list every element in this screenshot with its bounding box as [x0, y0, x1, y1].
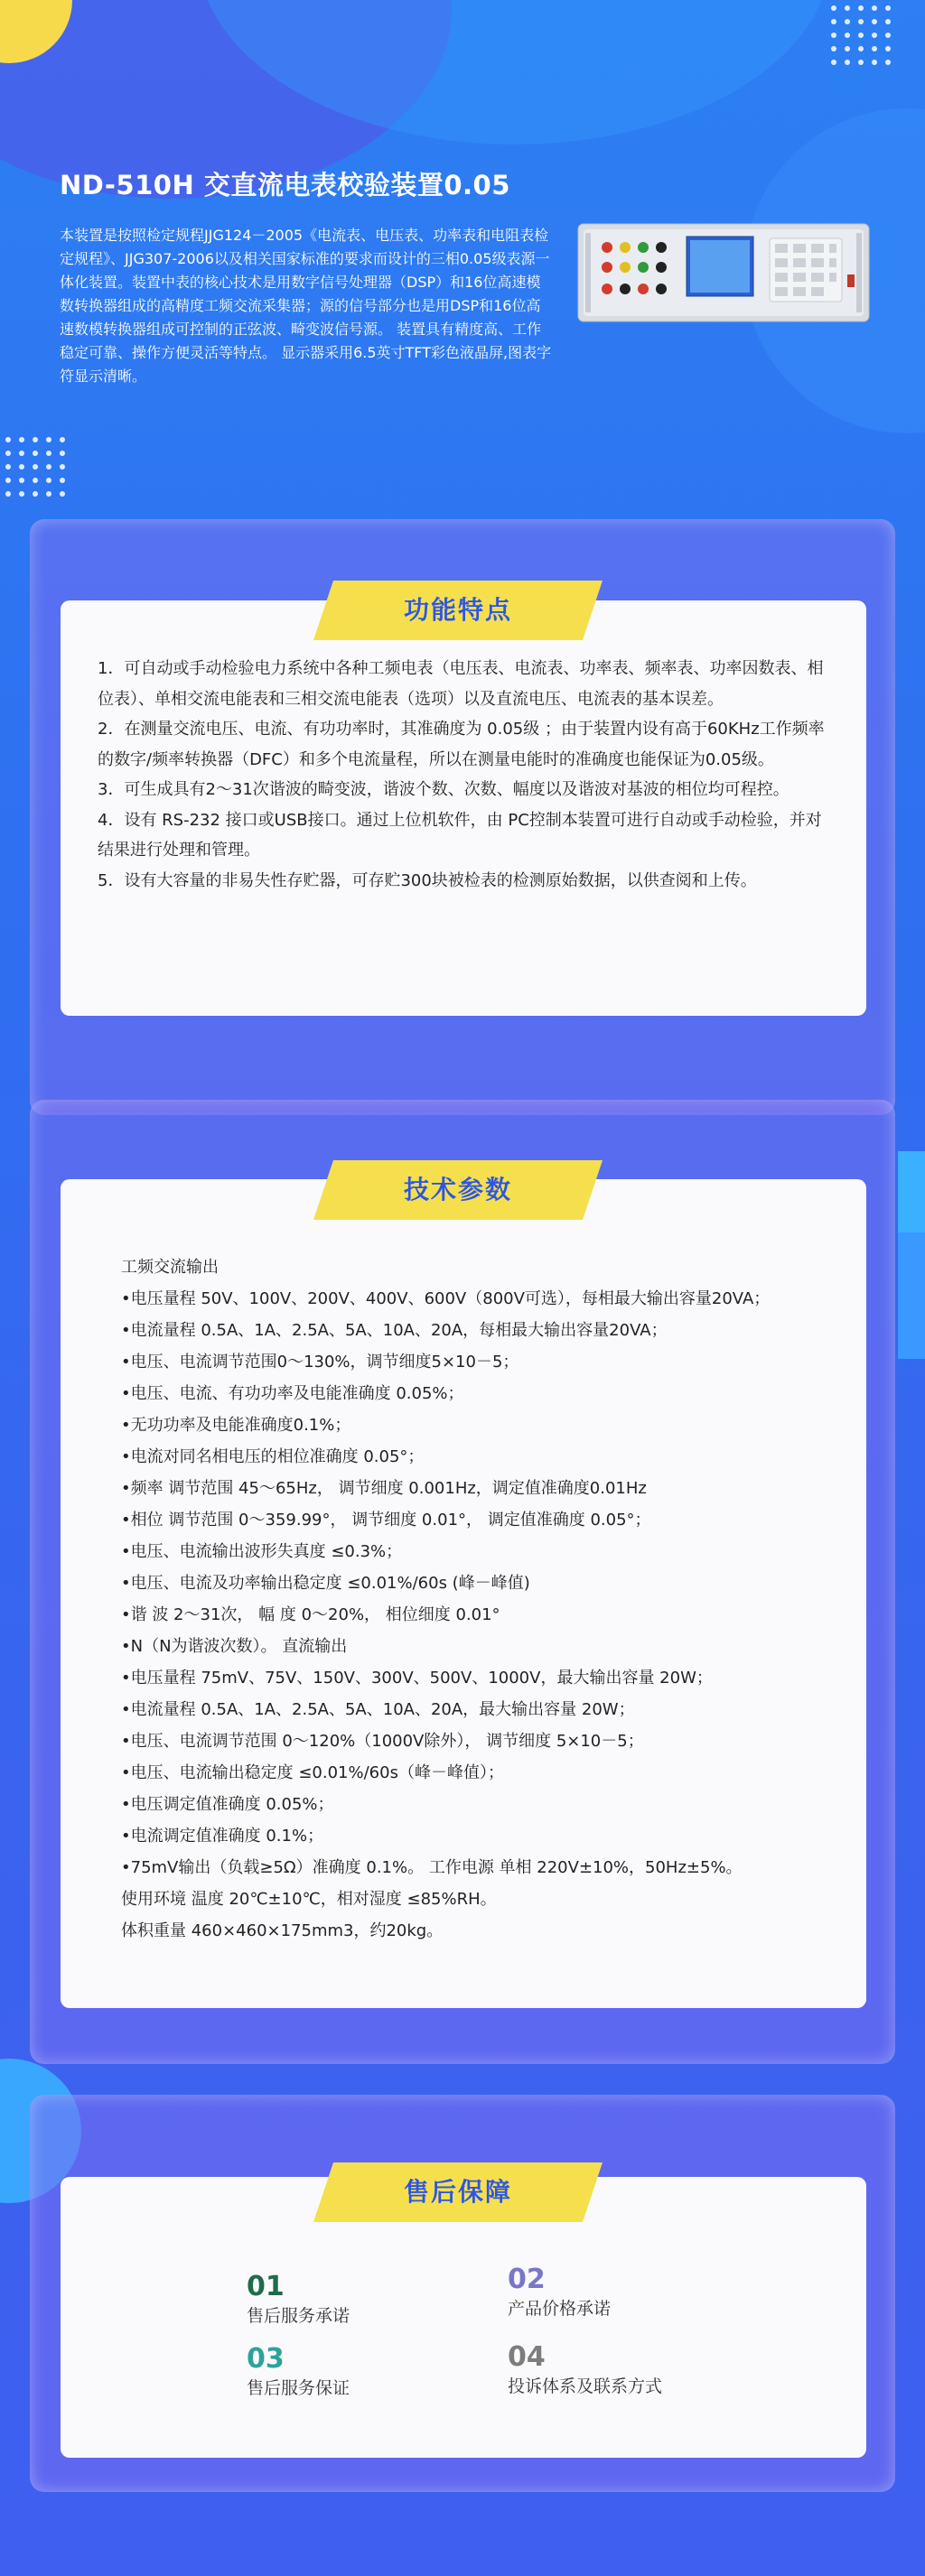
decorative-bar	[898, 1232, 925, 1359]
service-number: 01	[247, 2271, 285, 2302]
decorative-dots	[831, 5, 891, 65]
spec-line: •电流调定值准确度 0.1%；	[121, 1827, 324, 1846]
spec-line: •电压、电流输出稳定度 ≤0.01%/60s（峰－峰值）；	[121, 1763, 504, 1782]
service-number: 04	[508, 2341, 546, 2373]
specs-heading	[313, 1160, 603, 1220]
spec-line: •频率 调节范围 45～65Hz， 调节细度 0.001Hz，调定值准确度0.01Hz	[121, 1479, 647, 1498]
spec-line: •电压调定值准确度 0.05%；	[121, 1795, 334, 1814]
spec-line: •电压、电流、有功功率及电能准确度 0.05%；	[121, 1384, 464, 1403]
spec-line: •谐 波 2～31次， 幅 度 0～20%， 相位细度 0.01°	[121, 1605, 500, 1624]
spec-line: •电流量程 0.5A、1A、2.5A、5A、10A、20A，每相最大输出容量20VA；	[121, 1321, 668, 1340]
spec-line: 体积重量 460×460×175mm3，约20kg。	[121, 1921, 444, 1940]
list-item: 3．可生成具有2～31次谐波的畸变波，谐波个数、次数、幅度以及谐波对基波的相位均可程控。	[98, 780, 790, 799]
section-title: 售后保障	[403, 2177, 512, 2207]
service-item[interactable]	[247, 2271, 350, 2329]
decorative-bar	[898, 1151, 925, 1232]
spec-line: •电压、电流输出波形失真度 ≤0.3%；	[121, 1542, 403, 1561]
service-heading	[313, 2162, 603, 2222]
product-image	[575, 220, 873, 325]
spec-line: •75mV输出（负载≥5Ω）准确度 0.1%。 工作电源 单相 220V±10%，50Hz±5%。	[121, 1858, 743, 1877]
spec-line: •电压量程 50V、100V、200V、400V、600V（800V可选），每相最大输出容量20VA；	[121, 1289, 771, 1308]
section-title: 功能特点	[403, 595, 512, 625]
page-title: ND-510H 交直流电表校验装置0.05	[60, 170, 510, 200]
list-item: 4．设有 RS-232 接口或USB接口。通过上位机软件，由 PC控制本装置可进行自动或手动检验，并对结果进行处理和管理。	[98, 810, 822, 860]
service-label: 产品价格承诺	[508, 2299, 612, 2319]
product-description: 本装置是按照检定规程JJG124－2005《电流表、电压表、功率表和电阻表检定规程》、JJG307-2006以及相关国家标准的要求而设计的三相0.05级表源一体化装置。装置中表的核心技术是用数字信号处理器（DSP）和16位高速模数转换器组成的高精度工频交流采集器；源的信号部分也是用DSP和16位高速数模转换器组成可控制的正弦波、畸变波信号源。 装置具有精度高、工作稳定可靠、操作方便灵活等特点。 显示器采用6.5英寸TFT彩色液晶屏,图表字符显示清晰。	[60, 227, 552, 385]
service-number: 03	[247, 2343, 285, 2375]
spec-line: •无功功率及电能准确度0.1%；	[121, 1416, 351, 1435]
spec-line: •电压、电流调节范围0～130%，调节细度5×10－5；	[121, 1353, 519, 1372]
features-heading	[313, 581, 603, 640]
spec-line: •电压、电流及功率输出稳定度 ≤0.01%/60s (峰－峰值)	[121, 1574, 530, 1593]
service-label: 售后服务承诺	[247, 2306, 350, 2326]
spec-line: 工频交流输出	[121, 1258, 219, 1277]
service-item[interactable]	[508, 2264, 611, 2321]
specs-list	[121, 1251, 808, 1947]
spec-line: •N（N为谐波次数）。 直流输出	[121, 1637, 348, 1656]
spec-line: 使用环境 温度 20℃±10℃，相对湿度 ≤85%RH。	[121, 1890, 497, 1909]
decorative-dots	[5, 437, 65, 497]
list-item: 2．在测量交流电压、电流、有功功率时，其准确度为 0.05级 ；由于装置内设有高于60KHz工作频率的数字/频率转换器（DFC）和多个电流量程，所以在测量电能时的准确度也能保证为0.05级。	[98, 720, 825, 769]
list-item: 1．可自动或手动检验电力系统中各种工频电表（电压表、电流表、功率表、频率表、功率因数表、相位表）、单相交流电能表和三相交流电能表（选项）以及直流电压、电流表的基本误差。	[98, 659, 824, 709]
spec-line: •相位 调节范围 0～359.99°， 调节细度 0.01°， 调定值准确度 0.05°；	[121, 1511, 651, 1530]
spec-line: •电流对同名相电压的相位准确度 0.05°；	[121, 1447, 425, 1466]
service-label: 投诉体系及联系方式	[508, 2376, 663, 2396]
service-item[interactable]	[508, 2341, 662, 2399]
service-label: 售后服务保证	[247, 2378, 350, 2398]
features-list	[98, 654, 836, 896]
section-title: 技术参数	[403, 1175, 512, 1204]
spec-line: •电压、电流调节范围 0～120%（1000V除外）， 调节细度 5×10－5；	[121, 1732, 644, 1751]
service-number: 02	[508, 2264, 546, 2295]
list-item: 5．设有大容量的非易失性存贮器，可存贮300块被检表的检测原始数据，以供查阅和上传。	[98, 870, 757, 890]
spec-line: •电压量程 75mV、75V、150V、300V、500V、1000V，最大输出容量 20W；	[121, 1669, 713, 1688]
spec-line: •电流量程 0.5A、1A、2.5A、5A、10A、20A，最大输出容量 20W；	[121, 1700, 635, 1719]
service-item[interactable]	[247, 2343, 350, 2401]
